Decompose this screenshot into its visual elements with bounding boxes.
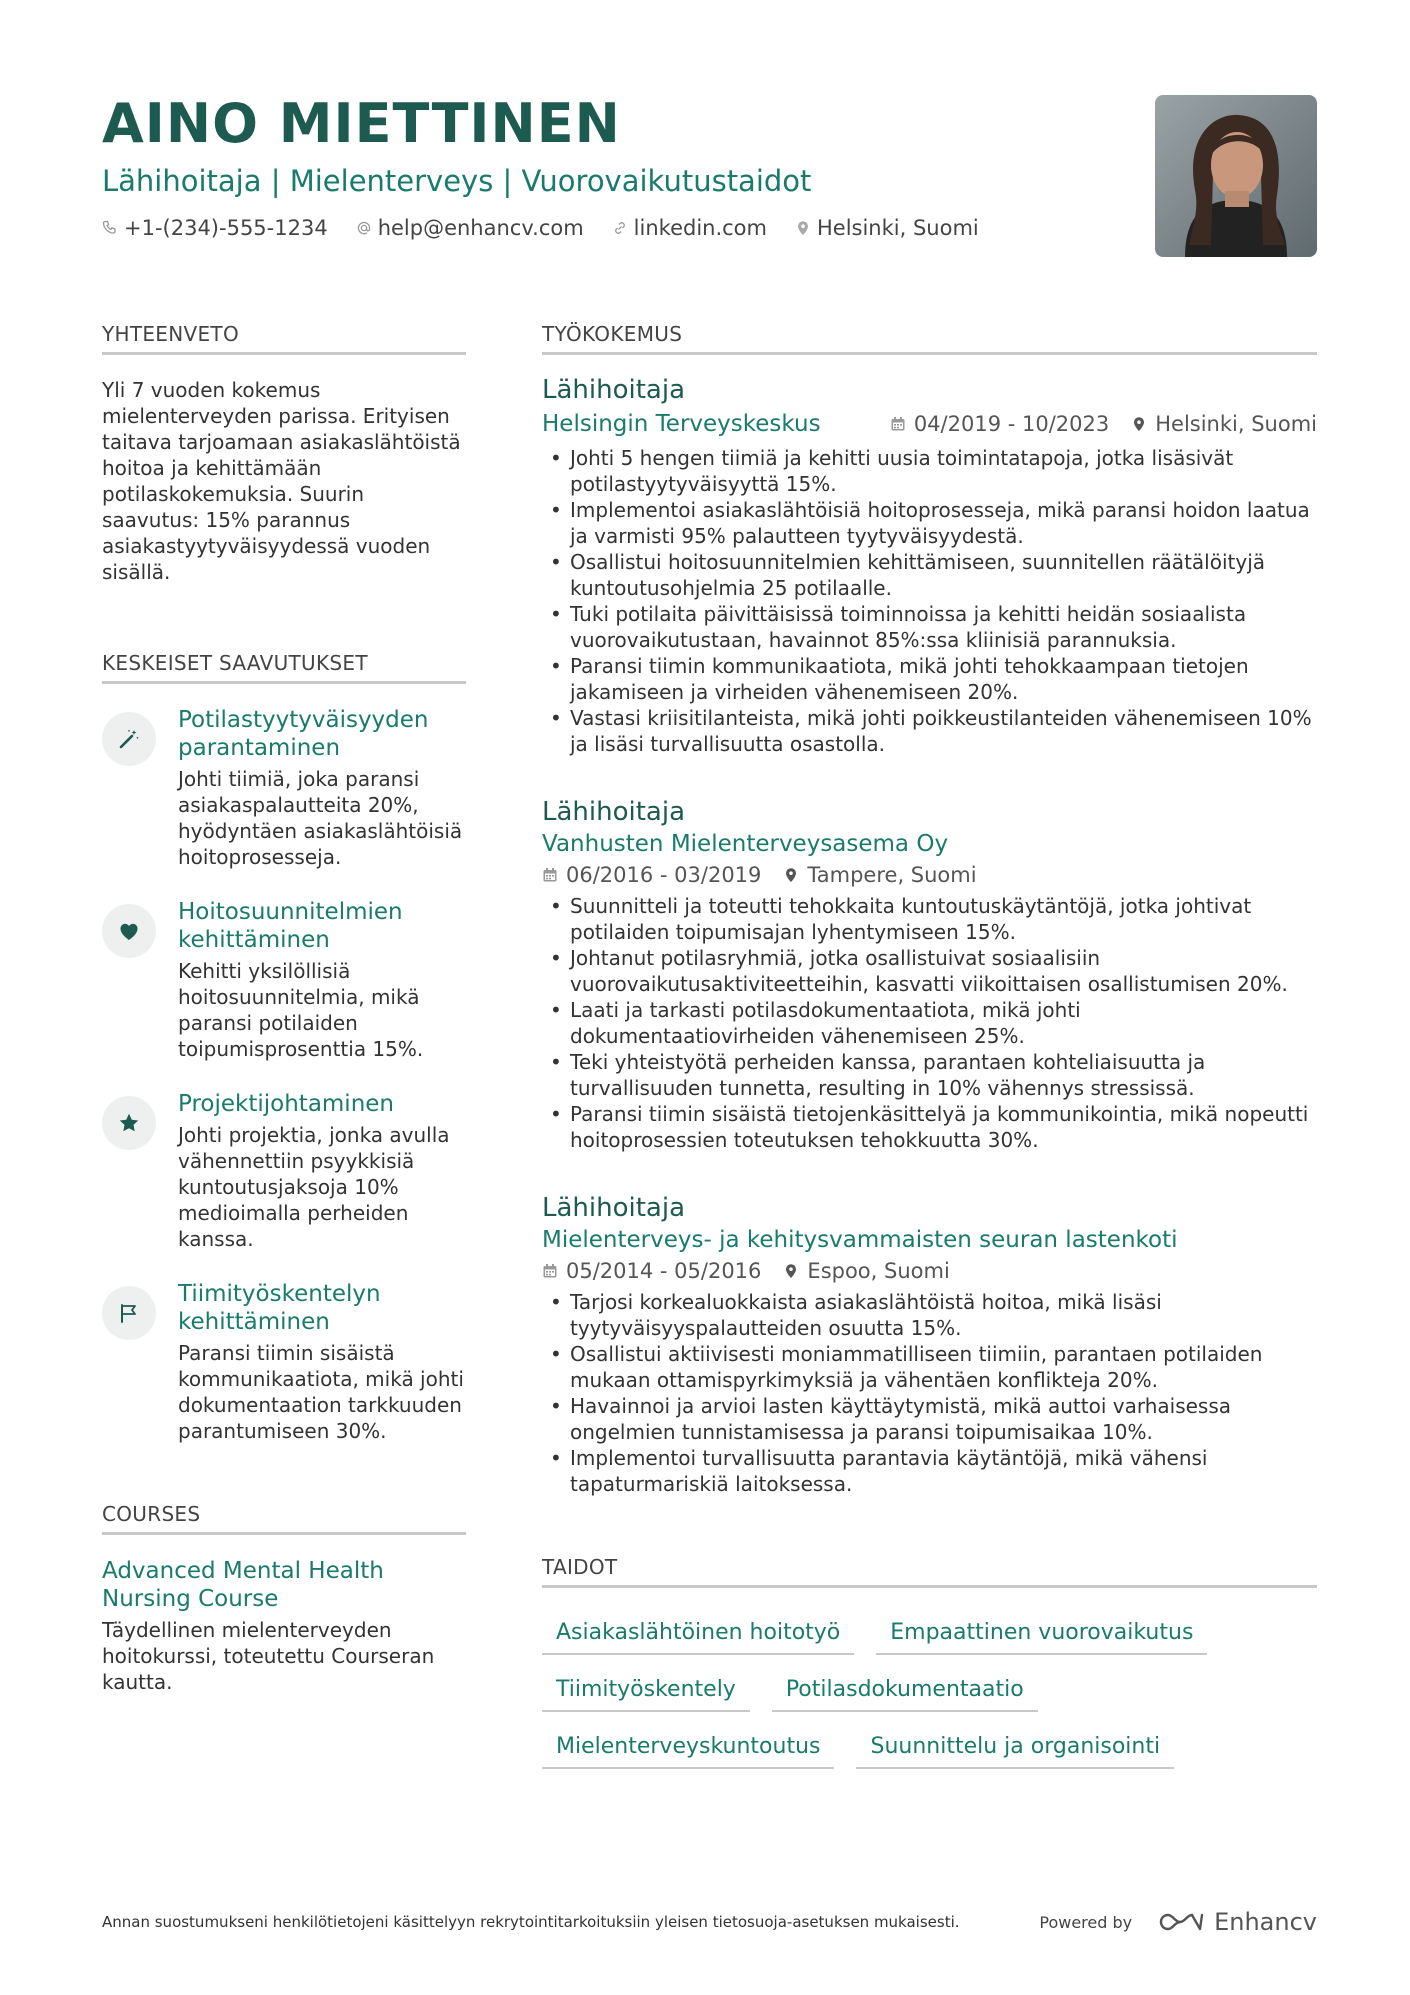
job-title: Lähihoitaja [542,375,686,405]
job-bullet: • Osallistui hoitosuunnitelmien kehittämiseen, suunnitellen räätälöityjä kuntoutusohjelmia 25 potilaalle. [542,549,1317,601]
job-bullet: • Paransi tiimin sisäistä tietojenkäsittelyä ja kommunikointia, mikä nopeutti hoitoprosessien toteutuksen tehokkuutta 30%. [542,1101,1317,1153]
job-location: Espoo, Suomi [807,1259,950,1283]
location-pin-icon [795,220,811,236]
calendar-icon [542,867,558,883]
enhancv-logo-icon [1158,1911,1204,1933]
location-pin-icon [1131,416,1147,432]
job-bullet: • Implementoi asiakaslähtöisiä hoitoprosesseja, mikä paransi hoidon laatua ja varmisti 95% palautteen tyytyväisyydestä. [542,497,1317,549]
job-dates: 05/2014 - 05/2016 [566,1259,762,1283]
contact-phone-text: +1-(234)-555-1234 [124,216,328,240]
job-bullet: • Havainnoi ja arvioi lasten käyttäytymistä, mikä auttoi varhaisessa ongelmien tunnistamisessa ja paransi toipumisaikaa 10%. [542,1393,1317,1445]
contact-linkedin[interactable] [612,216,767,240]
job-bullet: • Osallistui aktiivisesti moniammatilliseen tiimiin, parantaen potilaiden mukaan ottamispyrkimyksiä ja vähentäen konflikteja 20%. [542,1341,1317,1393]
job-entry [542,795,1317,1153]
course-desc: Täydellinen mielenterveyden hoitokurssi, toteutettu Courseran kautta. [102,1618,435,1694]
job-entry [542,1191,1317,1497]
footer [102,1908,1317,1936]
experience-heading: TYÖKOKEMUS [542,322,1317,355]
location-pin-icon [783,1263,799,1279]
courses-heading: COURSES [102,1502,466,1535]
achievement-title: Potilastyytyväisyyden parantaminen [178,707,429,761]
location-pin-icon [783,867,799,883]
achievements-heading: KESKEISET SAAVUTUKSET [102,651,466,684]
job-title: Lähihoitaja [542,797,686,827]
right-column [542,322,1317,1769]
job-bullet: • Suunnitteli ja toteutti tehokkaita kuntoutuskäytäntöjä, jotka johtivat potilaiden toipumisajan lyhentymiseen 15%. [542,893,1317,945]
job-bullet: • Tarjosi korkealuokkaista asiakaslähtöistä hoitoa, mikä lisäsi tyytyväisyyspalautteiden osuutta 15%. [542,1289,1317,1341]
calendar-icon [542,1263,558,1279]
phone-icon [102,220,118,236]
contact-location [795,216,979,240]
job-entry [542,373,1317,757]
brand-logo[interactable] [1158,1908,1317,1936]
calendar-icon [890,416,906,432]
skills-heading: TAIDOT [542,1555,1317,1588]
achievement-title: Projektijohtaminen [178,1091,395,1117]
job-location: Tampere, Suomi [807,863,977,887]
heart-icon [117,919,141,943]
job-bullets [542,1289,1317,1497]
link-icon [612,220,628,236]
achievement-desc: Johti projektia, jonka avulla vähennettiin psyykkisiä kuntoutusjaksoja 10% medioimalla perheiden kanssa. [178,1123,450,1251]
job-bullet: • Implementoi turvallisuutta parantavia käytäntöjä, mikä vähensi tapaturmariskiä laitoksessa. [542,1445,1317,1497]
job-location: Helsinki, Suomi [1155,412,1317,436]
skill-tag: Tiimityöskentely [542,1665,750,1712]
contact-phone[interactable] [102,216,328,240]
contact-email-text: help@enhancv.com [377,216,584,240]
left-column [102,322,466,1695]
at-icon [356,220,372,236]
skill-tag: Mielenterveyskuntoutus [542,1722,834,1769]
job-title: Lähihoitaja [542,1193,686,1223]
achievement-desc: Kehitti yksilöllisiä hoitosuunnitelmia, mikä paransi potilaiden toipumisprosenttia 15%. [178,959,424,1061]
skill-tag: Empaattinen vuorovaikutus [876,1608,1207,1655]
achievement-desc: Paransi tiimin sisäistä kommunikaatiota, mikä johti dokumentaation tarkkuuden parantumiseen 30%. [178,1341,464,1443]
skills-list [542,1598,1317,1769]
summary-text: Yli 7 vuoden kokemus mielenterveyden parissa. Erityisen taitava tarjoamaan asiakaslähtöistä hoitoa ja kehittämään potilaskokemuksia. Suurin saavutus: 15% parannus asiakastyytyväisyydessä vuoden sisällä. [102,378,461,584]
contact-linkedin-text: linkedin.com [633,216,767,240]
achievement-item [102,1280,466,1444]
job-bullet: • Laati ja tarkasti potilasdokumentaatiota, mikä johti dokumentaatiovirheiden vähenemiseen 25%. [542,997,1317,1049]
contact-location-text: Helsinki, Suomi [816,216,979,240]
summary-heading: YHTEENVETO [102,322,466,355]
job-bullets [542,445,1317,757]
job-dates: 04/2019 - 10/2023 [913,412,1110,436]
skill-tag: Asiakaslähtöinen hoitotyö [542,1608,854,1655]
star-icon [117,1111,141,1135]
profile-photo [1155,95,1317,257]
job-bullet: • Vastasi kriisitilanteista, mikä johti poikkeustilanteiden vähenemiseen 10% ja lisäsi turvallisuutta osastolla. [542,705,1317,757]
job-company: Vanhusten Mielenterveysasema Oy [542,831,949,857]
job-bullets [542,893,1317,1153]
achievement-title: Tiimityöskentelyn kehittäminen [178,1281,381,1335]
contact-email[interactable] [356,216,584,240]
magic-wand-icon [117,727,141,751]
achievement-item [102,898,466,1062]
course-title: Advanced Mental Health Nursing Course [102,1558,384,1612]
skill-tag: Suunnittelu ja organisointi [856,1722,1174,1769]
contact-list [102,216,1162,240]
achievement-item [102,706,466,870]
brand-name: Enhancv [1214,1908,1317,1936]
achievement-desc: Johti tiimiä, joka paransi asiakaspalautteita 20%, hyödyntäen asiakaslähtöisiä hoitoprosesseja. [178,767,463,869]
skill-tag: Potilasdokumentaatio [772,1665,1038,1712]
job-bullet: • Tuki potilaita päivittäisissä toiminnoissa ja kehitti heidän sosiaalista vuorovaikutustaan, havainnot 85%:ssa kliinisiä parannuksia. [542,601,1317,653]
flag-icon [117,1301,141,1325]
job-bullet: • Paransi tiimin kommunikaatiota, mikä johti tehokkaampaan tietojen jakamiseen ja virheiden vähenemiseen 20%. [542,653,1317,705]
resume-header [102,92,1162,240]
powered-by-label: Powered by [1039,1912,1133,1932]
job-dates: 06/2016 - 03/2019 [566,863,762,887]
achievement-item [102,1090,466,1252]
gdpr-consent-note: Annan suostumukseni henkilötietojeni käsittelyyn rekrytointitarkoituksiin yleisen tietosuoja-asetuksen mukaisesti. [102,1913,960,1931]
candidate-headline: Lähihoitaja | Mielenterveys | Vuorovaikutustaidot [102,164,812,198]
achievement-title: Hoitosuunnitelmien kehittäminen [178,899,403,953]
job-bullet: • Teki yhteistyötä perheiden kanssa, parantaen kohteliaisuutta ja turvallisuuden tunnetta, resulting in 10% vähennys stressissä. [542,1049,1317,1101]
job-company: Helsingin Terveyskeskus [542,411,821,437]
job-company: Mielenterveys- ja kehitysvammaisten seuran lastenkoti [542,1227,1178,1253]
candidate-name: AINO MIETTINEN [102,92,621,155]
job-bullet: • Johti 5 hengen tiimiä ja kehitti uusia toimintatapoja, jotka lisäsivät potilastyytyväisyyttä 15%. [542,445,1317,497]
job-bullet: • Johtanut potilasryhmiä, jotka osallistuivat sosiaalisiin vuorovaikutusaktiviteetteihin, kasvatti viikoittaisen osallistumisen 20%. [542,945,1317,997]
